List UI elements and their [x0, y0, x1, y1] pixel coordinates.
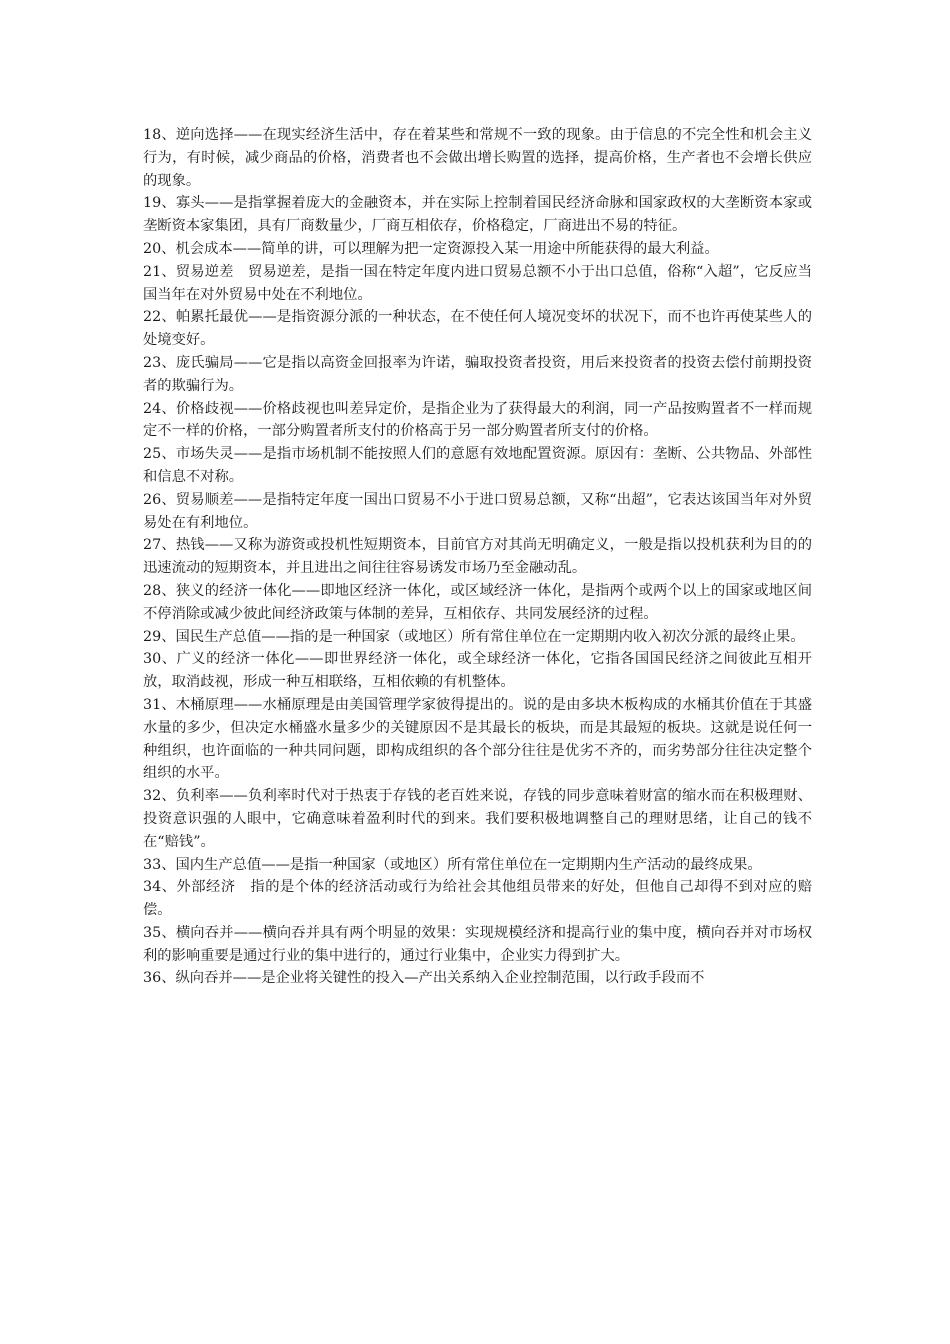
- glossary-entry-28: 28、狭义的经济一体化——即地区经济一体化，或区域经济一体化，是指两个或两个以上的国家或地区间不停消除或减少彼此间经济政策与体制的差异，互相依存、共同发展经济的过程。: [143, 582, 812, 622]
- glossary-entry-25: 25、市场失灵——是指市场机制不能按照人们的意愿有效地配置资源。原因有：垄断、公共物品、外部性和信息不对称。: [143, 446, 812, 485]
- glossary-body: [143, 124, 812, 990]
- glossary-entry-20: 20、机会成本——简单的讲，可以理解为把一定资源投入某一用途中所能获得的最大利益。: [143, 240, 719, 257]
- glossary-entry-32: 32、负利率——负利率时代对于热衷于存钱的老百姓来说，存钱的同步意味着财富的缩水而在积极理财、投资意识强的人眼中，它确意味着盈利时代的到来。我们要积极地调整自己的理财思绪，让自己的钱不在“赔钱”。: [143, 788, 812, 850]
- glossary-entry-29: 29、国民生产总值——指的是一种国家（或地区）所有常住单位在一定期期内收入初次分派的最终止果。: [143, 628, 805, 645]
- glossary-entry-26: 26、贸易顺差——是指特定年度一国出口贸易不小于进口贸易总额，又称“出超”，它表达该国当年对外贸易处在有利地位。: [143, 491, 812, 531]
- glossary-entry-31: 31、木桶原理——水桶原理是由美国管理学家彼得提出的。说的是由多块木板构成的水桶其价值在于其盛水量的多少，但决定水桶盛水量多少的关键原因不是其最长的板块，而是其最短的板块。这就是说任何一种组织，也许面临的一种共同问题，即构成组织的各个部分往往是优劣不齐的，而劣势部分往往决定整个组织的水平。: [143, 696, 812, 782]
- glossary-entry-23: 23、庞氏骗局——它是指以高资金回报率为许诺，骗取投资者投资，用后来投资者的投资去偿付前期投资者的欺骗行为。: [143, 354, 812, 394]
- glossary-entry-27: 27、热钱——又称为游资或投机性短期资本，目前官方对其尚无明确定义，一般是指以投机获利为目的的迅速流动的短期资本，并且进出之间往往容易诱发市场乃至金融动乱。: [143, 537, 812, 577]
- glossary-entry-19: 19、寡头——是指掌握着庞大的金融资本，并在实际上控制着国民经济命脉和国家政权的大垄断资本家或垄断资本家集团，具有厂商数量少，厂商互相依存，价格稳定，厂商进出不易的特征。: [143, 195, 812, 235]
- glossary-entry-35: 35、横向吞并——横向吞并具有两个明显的效果：实现规模经济和提高行业的集中度，横向吞并对市场权利的影响重要是通过行业的集中进行的，通过行业集中，企业实力得到扩大。: [143, 924, 812, 964]
- glossary-entry-36: 36、纵向吞并——是企业将关键性的投入—产出关系纳入企业控制范围，以行政手段而不: [143, 970, 705, 987]
- glossary-entry-21: 21、贸易逆差 贸易逆差，是指一国在特定年度内进口贸易总额不小于出口总值，俗称“入超”，它反应当国当年在对外贸易中处在不利地位。: [143, 263, 812, 303]
- glossary-entry-24: 24、价格歧视——价格歧视也叫差异定价，是指企业为了获得最大的利润，同一产品按购置者不一样而规定不一样的价格，一部分购置者所支付的价格高于另一部分购置者所支付的价格。: [143, 400, 812, 440]
- glossary-entry-33: 33、国内生产总值——是指一种国家（或地区）所有常住单位在一定期期内生产活动的最终成果。: [143, 856, 762, 873]
- glossary-entry-34: 34、外部经济 指的是个体的经济活动或行为给社会其他组员带来的好处，但他自己却得不到对应的赔偿。: [143, 879, 812, 919]
- glossary-entry-18: 18、逆向选择——在现实经济生活中，存在着某些和常规不一致的现象。由于信息的不完全性和机会主义行为，有时候，减少商品的价格，消费者也不会做出增长购置的选择，提高价格，生产者也不会增长供应的现象。: [143, 127, 812, 189]
- glossary-entry-22: 22、帕累托最优——是指资源分派的一种状态，在不使任何人境况变坏的状况下，而不也许再使某些人的处境变好。: [143, 309, 812, 349]
- glossary-entry-30: 30、广义的经济一体化——即世界经济一体化，或全球经济一体化，它指各国国民经济之间彼此互相开放，取消歧视，形成一种互相联络，互相依赖的有机整体。: [143, 651, 812, 691]
